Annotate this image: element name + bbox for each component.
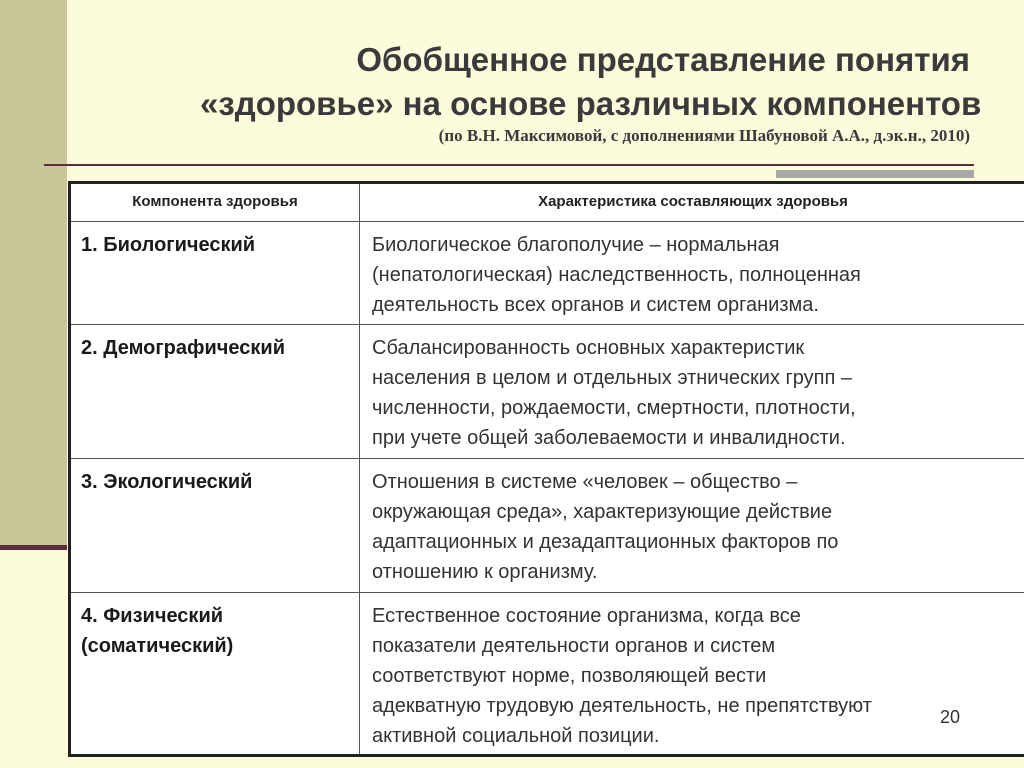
- page-number: 20: [940, 707, 961, 727]
- title-line-2: «здоровье» на основе различных компонентов: [200, 85, 982, 122]
- table-row: [71, 459, 1024, 593]
- side-band: [0, 0, 67, 546]
- health-components-table: [68, 181, 1024, 757]
- component-description: Сбалансированность основных характеристик населения в целом и отдельных этнических групп – численности, рождаемости, смертности, плотности, при учете общей заболеваемости и инвалидности.: [372, 337, 856, 449]
- component-description: Биологическое благополучие – нормальная (непатологическая) наследственность, полноценная деятельность всех органов и систем организма.: [372, 234, 861, 316]
- table-header-row: [71, 184, 1024, 222]
- component-name: 2. Демографический: [71, 325, 360, 458]
- component-name: 1. Биологический: [71, 222, 360, 324]
- header-component: Компонента здоровья: [71, 184, 360, 221]
- table-row: [71, 222, 1024, 325]
- title-divider-accent: [776, 170, 974, 178]
- title-line-1: Обобщенное представление понятия: [356, 41, 970, 78]
- slide-subtitle: (по В.Н. Максимовой, с дополнениями Шабуновой А.А., д.эк.н., 2010): [438, 126, 970, 145]
- component-name: 3. Экологический: [71, 459, 360, 592]
- title-divider: [44, 164, 974, 166]
- component-description: Отношения в системе «человек – общество – окружающая среда», характеризующие действие адаптационных и дезадаптационных факторов по отношению к организму.: [372, 471, 839, 583]
- component-description: Естественное состояние организма, когда все показатели деятельности органов и систем соответствуют норме, позволяющей вести адекватную трудовую деятельность, не препятствуют активной социальной позиции.: [372, 605, 872, 747]
- table-row: [71, 325, 1024, 459]
- component-name: 4. Физический (соматический): [71, 593, 360, 757]
- slide-title: [200, 38, 982, 126]
- side-accent-bar: [0, 545, 67, 550]
- table-row: [71, 593, 1024, 757]
- header-characteristic: Характеристика составляющих здоровья: [538, 193, 848, 210]
